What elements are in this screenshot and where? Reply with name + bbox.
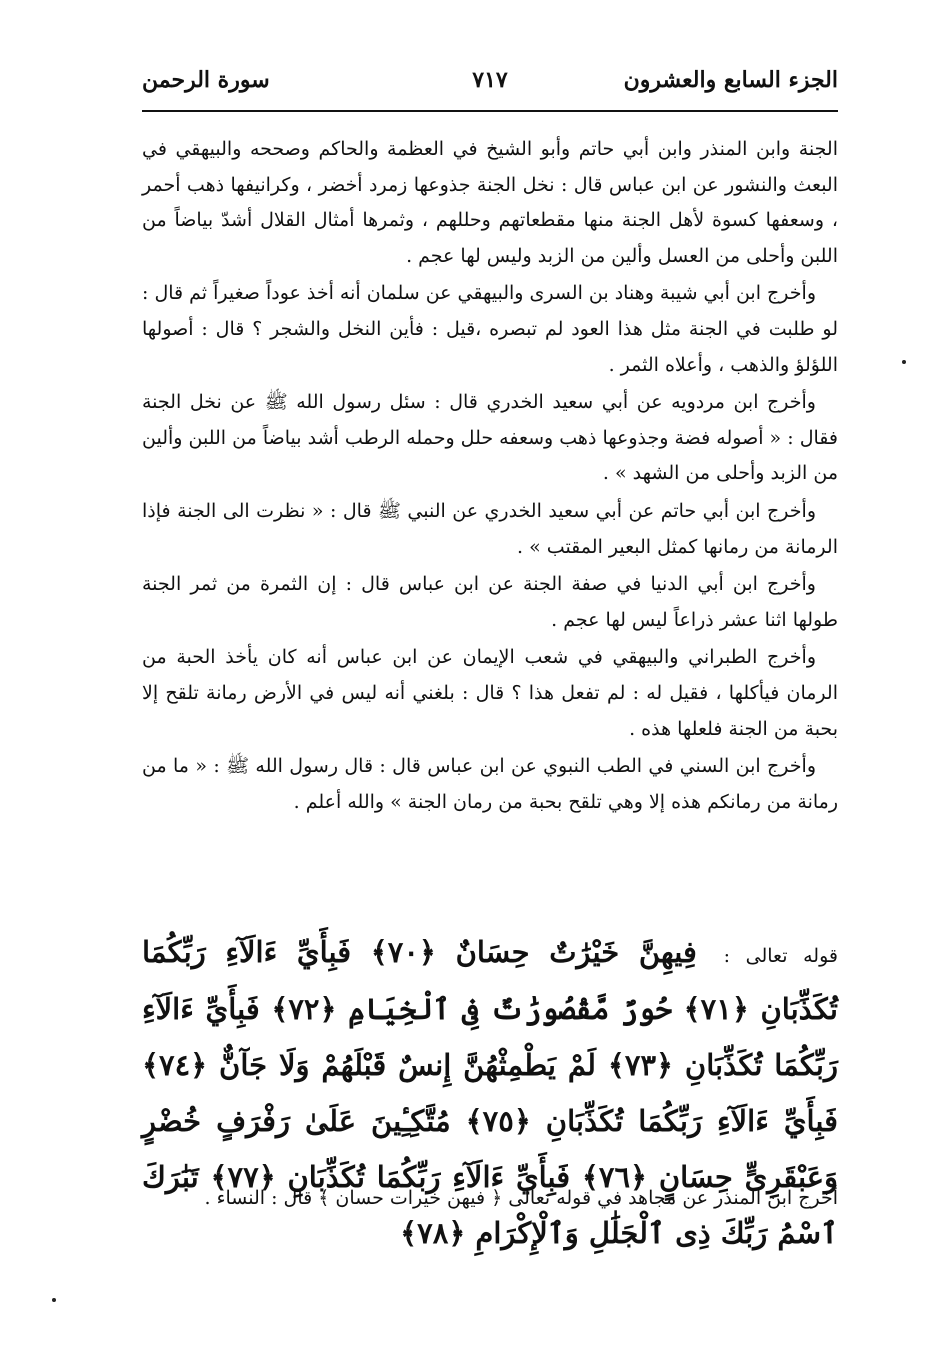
margin-speck [52, 1298, 56, 1302]
closing-paragraph: أخرج ابن المنذر عن مجاهد في قوله تعالى ﴿ فيهن خيرات حسان ﴾ قال : النساء . [204, 1187, 838, 1209]
verse-intro: قوله تعالى : [723, 945, 838, 967]
verse-text: فِيهِنَّ خَيْرَٰتٌ حِسَانٌ ﴿٧٠﴾ فَبِأَيِّ ءَالَآءِ رَبِّكُمَا تُكَذِّبَانِ ﴿٧١﴾ حُورٌ مَّقْصُورَٰتٌ فِى ٱلْخِيَامِ ﴿٧٢﴾ فَبِأَيِّ ءَالَآءِ رَبِّكُمَا تُكَذِّبَانِ ﴿٧٣﴾ لَمْ يَطْمِثْهُنَّ إِنسٌ قَبْلَهُمْ وَلَا جَآنٌّ ﴿٧٤﴾ فَبِأَيِّ ءَالَآءِ رَبِّكُمَا تُكَذِّبَانِ ﴿٧٥﴾ مُتَّكِـِٔينَ عَلَىٰ رَفْرَفٍ خُضْرٍ وَعَبْقَرِىٍّ حِسَانٍ ﴿٧٦﴾ فَبِأَيِّ ءَالَآءِ رَبِّكُمَا تُكَذِّبَانِ ﴿٧٧﴾ تَبَٰرَكَ ٱسْمُ رَبِّكَ ذِى ٱلْجَلَٰلِ وَٱلْإِكْرَامِ ﴿٧٨﴾ [142, 935, 838, 1250]
surah-title: سورة الرحمن [142, 67, 270, 93]
main-text [142, 132, 838, 822]
paragraph: وأخرج ابن أبي حاتم عن أبي سعيد الخدري عن النبي ﷺ قال : « نظرت الى الجنة فإذا الرمانة من رمانها كمثل البعير المقتب » . [142, 499, 838, 558]
part-title: الجزء السابع والعشرون [623, 67, 838, 93]
page-header [142, 62, 838, 102]
margin-speck [902, 360, 906, 364]
paragraph: وأخرج ابن أبي شيبة وهناد بن السرى والبيهقي عن سلمان أنه أخذ عوداً صغيراً ثم قال : لو طلبت في الجنة مثل هذا العود لم تبصره ،قيل : فأين النخل والشجر ؟ قال : أصولها اللؤلؤ والذهب ، وأعلاه الثمر . [142, 282, 838, 376]
header-rule [142, 110, 838, 112]
paragraph: وأخرج ابن مردويه عن أبي سعيد الخدري قال : سئل رسول الله ﷺ عن نخل الجنة فقال : « أصوله فضة وجذوعها ذهب وسعفه حلل وحمله الرطب أشد بياضاً من اللبن وألين من الزبد وأحلى من الشهد » . [142, 391, 838, 485]
page-number: ٧١٧ [472, 67, 508, 93]
paragraph: وأخرج ابن السني في الطب النبوي عن ابن عباس قال : قال رسول الله ﷺ : « ما من رمانة من رمانكم هذه إلا وهي تلقح بحبة من رمان الجنة » والله أعلم . [142, 755, 838, 813]
paragraph: وأخرج ابن أبي الدنيا في صفة الجنة عن ابن عباس قال : إن الثمرة من ثمر الجنة طولها اثنا عشر ذراعاً ليس لها عجم . [142, 573, 838, 631]
paragraph: وأخرج الطبراني والبيهقي في شعب الإيمان عن ابن عباس أنه كان يأخذ الحبة من الرمان فيأكلها ، فقيل له : لم تفعل هذا ؟ قال : بلغني أنه ليس في الأرض رمانة تلقح إلا بحبة من الجنة فلعلها هذه . [142, 646, 838, 740]
paragraph: الجنة وابن المنذر وابن أبي حاتم وأبو الشيخ في العظمة والحاكم وصححه والبيهقي في البعث والنشور عن ابن عباس قال : نخل الجنة جذوعها زمرد أخضر ، وكرانيفها ذهب أحمر ، وسعفها كسوة لأهل الجنة منها مقطعاتهم وحللهم ، وثمرها أمثال القلال أشدّ بياضاً من اللبن وأحلى من العسل وألين من الزبد وليس لها عجم . [142, 138, 838, 267]
